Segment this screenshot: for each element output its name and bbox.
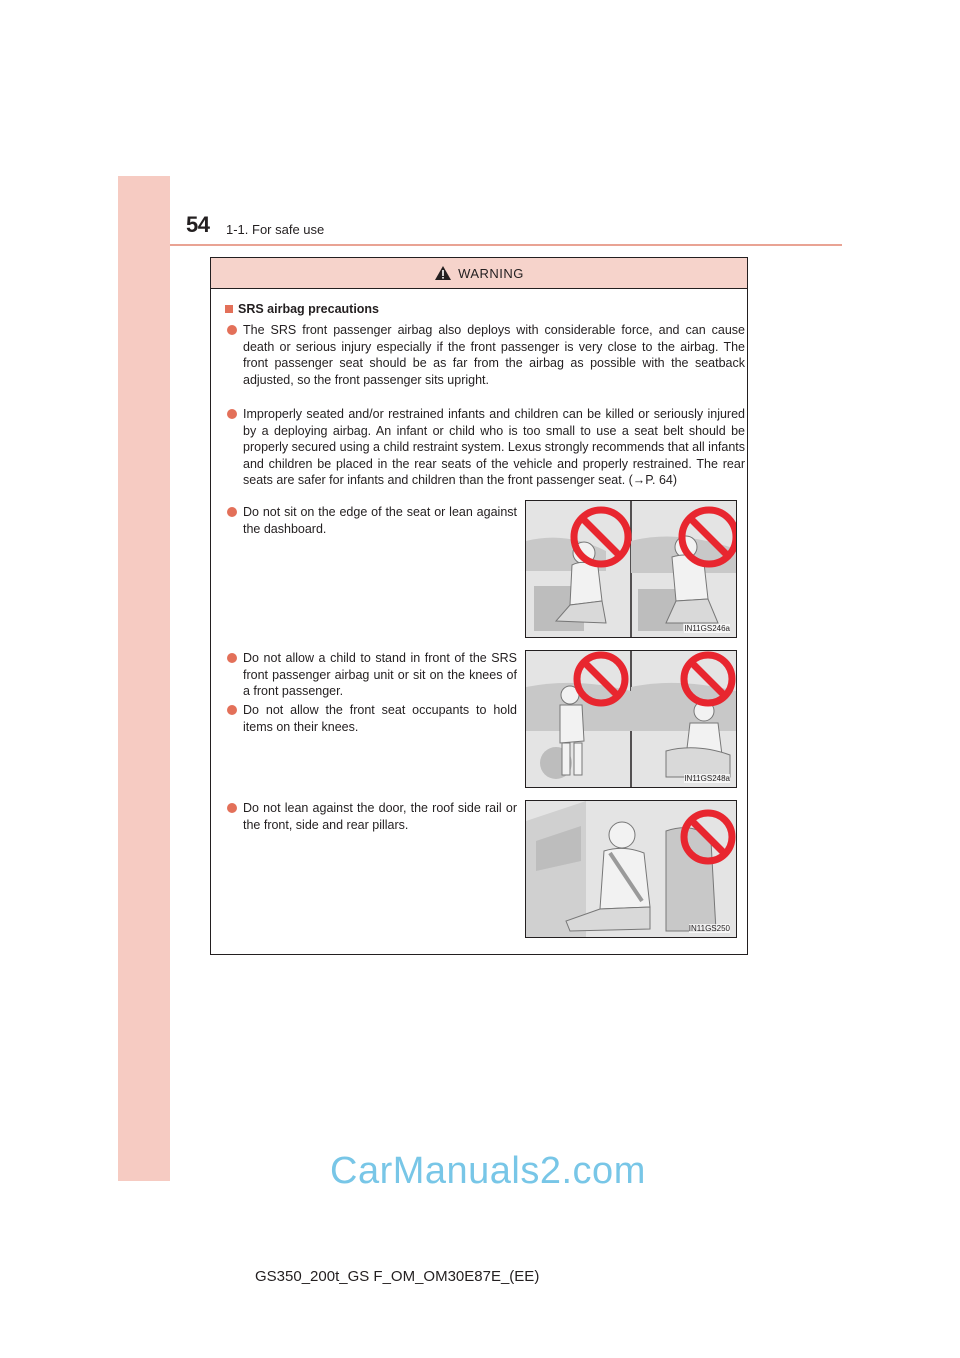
figure-code: IN11GS246a [684, 624, 730, 633]
section-heading [225, 302, 379, 316]
illustration-child-front [525, 650, 737, 788]
warning-box [210, 257, 748, 955]
bullet-dot-icon [227, 325, 237, 335]
bullet-text: Do not lean against the door, the roof side rail or the front, side and rear pillars. [243, 801, 517, 832]
warning-triangle-icon [434, 265, 452, 281]
bullet-item [227, 800, 517, 833]
bullet-dot-icon [227, 705, 237, 715]
warning-label: WARNING [458, 265, 524, 281]
header-rule [170, 244, 842, 246]
bullet-text: Improperly seated and/or restrained infants and children can be killed or seriously injured by a deploying airbag. An infant or child who is too small to use a seat belt should be properly secured using a child restraint system. Lexus strongly recommends that all infants and children be placed in the rear seats of the vehicle and properly restrained. The rear seats are safer for infants and children than the front passenger seat. (→P. 64) [243, 407, 745, 487]
figure-code: IN11GS250 [688, 924, 730, 933]
bullet-dot-icon [227, 803, 237, 813]
footer-doc-code: GS350_200t_GS F_OM_OM30E87E_(EE) [255, 1268, 540, 1285]
bullet-text: Do not allow the front seat occupants to hold items on their knees. [243, 703, 517, 734]
bullet-text: The SRS front passenger airbag also deploys with considerable force, and can cause death or serious injury especially if the front passenger is very close to the airbag. The front passenger seat should be as far from the airbag as possible with the seatback adjusted, so the front passenger sits upright. [243, 323, 745, 387]
bullet-text: Do not allow a child to stand in front of the SRS front passenger airbag unit or sit on the knees of a front passenger. [243, 651, 517, 698]
bullet-dot-icon [227, 653, 237, 663]
bullet-dot-icon [227, 507, 237, 517]
side-band [118, 176, 170, 1181]
bullet-item [227, 322, 745, 388]
illustration-drawing [526, 801, 736, 937]
watermark: CarManuals2.com [330, 1150, 646, 1192]
bullet-item [227, 406, 745, 489]
warning-header [211, 258, 747, 289]
square-bullet-icon [225, 305, 233, 313]
figure-code: IN11GS248a [684, 774, 730, 783]
illustration-door-lean [525, 800, 737, 938]
bullet-dot-icon [227, 409, 237, 419]
illustration-drawing [526, 501, 736, 637]
illustration-drawing [526, 651, 736, 787]
bullet-item [227, 702, 517, 735]
bullet-item [227, 650, 517, 700]
bullet-text: Do not sit on the edge of the seat or lean against the dashboard. [243, 505, 517, 536]
heading-text: SRS airbag precautions [238, 302, 380, 316]
page-number: 54 [186, 212, 210, 237]
section-title: 1-1. For safe use [226, 222, 325, 237]
illustration-seat-edge [525, 500, 737, 638]
bullet-item [227, 504, 517, 537]
